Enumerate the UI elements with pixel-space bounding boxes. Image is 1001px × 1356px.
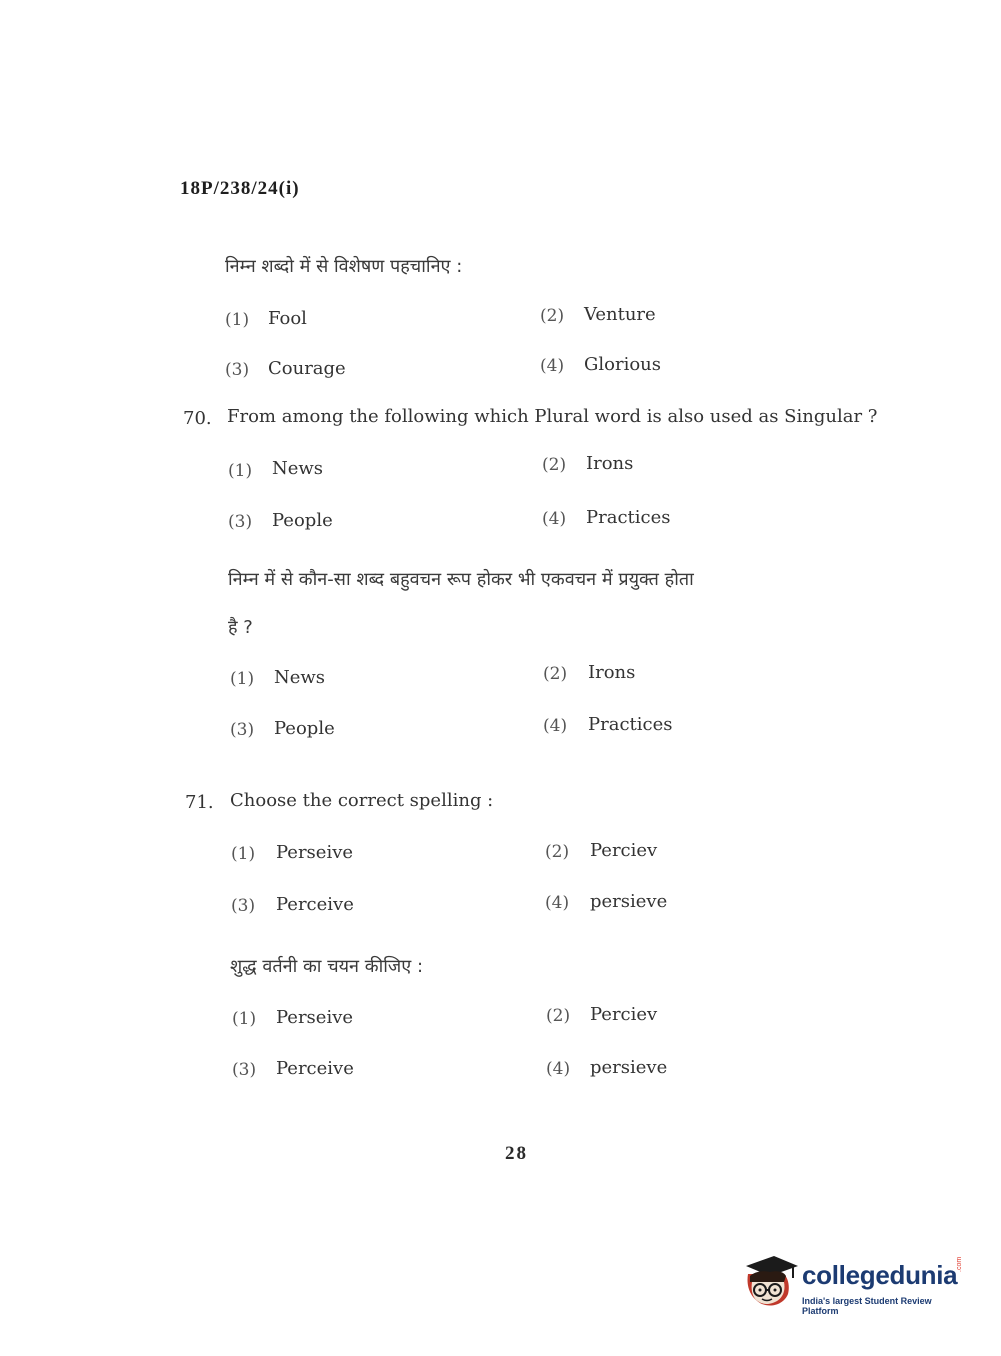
option-number: (1) bbox=[225, 310, 250, 330]
question-70: From among the following which Plural word is also used as Singular ? bbox=[227, 406, 878, 427]
question-number: 71. bbox=[185, 792, 214, 813]
option-number: (3) bbox=[232, 1060, 257, 1080]
question-number: 70. bbox=[183, 408, 212, 429]
option-number: (3) bbox=[231, 896, 256, 916]
option-number: (2) bbox=[543, 664, 568, 684]
option-text: Perceive bbox=[276, 1058, 354, 1079]
option-number: (3) bbox=[225, 360, 250, 380]
option-text: People bbox=[272, 510, 333, 531]
option-text: Practices bbox=[588, 714, 673, 735]
option-number: (1) bbox=[231, 844, 256, 864]
option-number: (2) bbox=[540, 306, 565, 326]
option-number: (1) bbox=[232, 1009, 257, 1029]
option-text: Fool bbox=[268, 308, 307, 329]
option-text: News bbox=[272, 458, 324, 479]
question-69-hindi: निम्न शब्दो में से विशेषण पहचानिए : bbox=[225, 256, 463, 277]
option-number: (2) bbox=[546, 1006, 571, 1026]
logo-tagline: India's largest Student Review Platform bbox=[802, 1296, 932, 1316]
page-number: 28 bbox=[505, 1143, 528, 1164]
option-text: Perciev bbox=[590, 1004, 658, 1025]
option-number: (1) bbox=[228, 461, 253, 481]
option-number: (4) bbox=[542, 509, 567, 529]
option-number: (4) bbox=[540, 356, 565, 376]
option-text: Irons bbox=[588, 662, 636, 683]
option-number: (3) bbox=[228, 512, 253, 532]
option-text: Courage bbox=[268, 358, 346, 379]
option-text: Perseive bbox=[276, 1007, 354, 1028]
option-text: People bbox=[274, 718, 335, 739]
option-text: Venture bbox=[584, 304, 656, 325]
logo-name: collegedunia bbox=[802, 1260, 958, 1290]
option-number: (4) bbox=[545, 893, 570, 913]
question-70-hindi-line2: है ? bbox=[228, 617, 253, 638]
paper-code: 18P/238/24(i) bbox=[180, 178, 300, 199]
option-text: Glorious bbox=[584, 354, 662, 375]
option-number: (4) bbox=[543, 716, 568, 736]
option-text: persieve bbox=[590, 1057, 668, 1078]
option-text: Perciev bbox=[590, 840, 658, 861]
question-70-hindi-line1: निम्न में से कौन-सा शब्द बहुवचन रूप होकर भी एकवचन में प्रयुक्त होता bbox=[228, 569, 694, 590]
logo-suffix: .com bbox=[956, 1256, 963, 1272]
option-text: persieve bbox=[590, 891, 668, 912]
option-text: News bbox=[274, 667, 326, 688]
option-number: (4) bbox=[546, 1059, 571, 1079]
option-number: (3) bbox=[230, 720, 255, 740]
collegedunia-logo bbox=[740, 1252, 970, 1322]
option-text: Perceive bbox=[276, 894, 354, 915]
option-number: (1) bbox=[230, 669, 255, 689]
option-text: Perseive bbox=[276, 842, 354, 863]
option-text: Irons bbox=[586, 453, 634, 474]
option-number: (2) bbox=[545, 842, 570, 862]
mascot-icon bbox=[740, 1252, 800, 1314]
question-71: Choose the correct spelling : bbox=[230, 790, 494, 811]
option-number: (2) bbox=[542, 455, 567, 475]
question-71-hindi: शुद्ध वर्तनी का चयन कीजिए : bbox=[230, 956, 424, 977]
option-text: Practices bbox=[586, 507, 671, 528]
